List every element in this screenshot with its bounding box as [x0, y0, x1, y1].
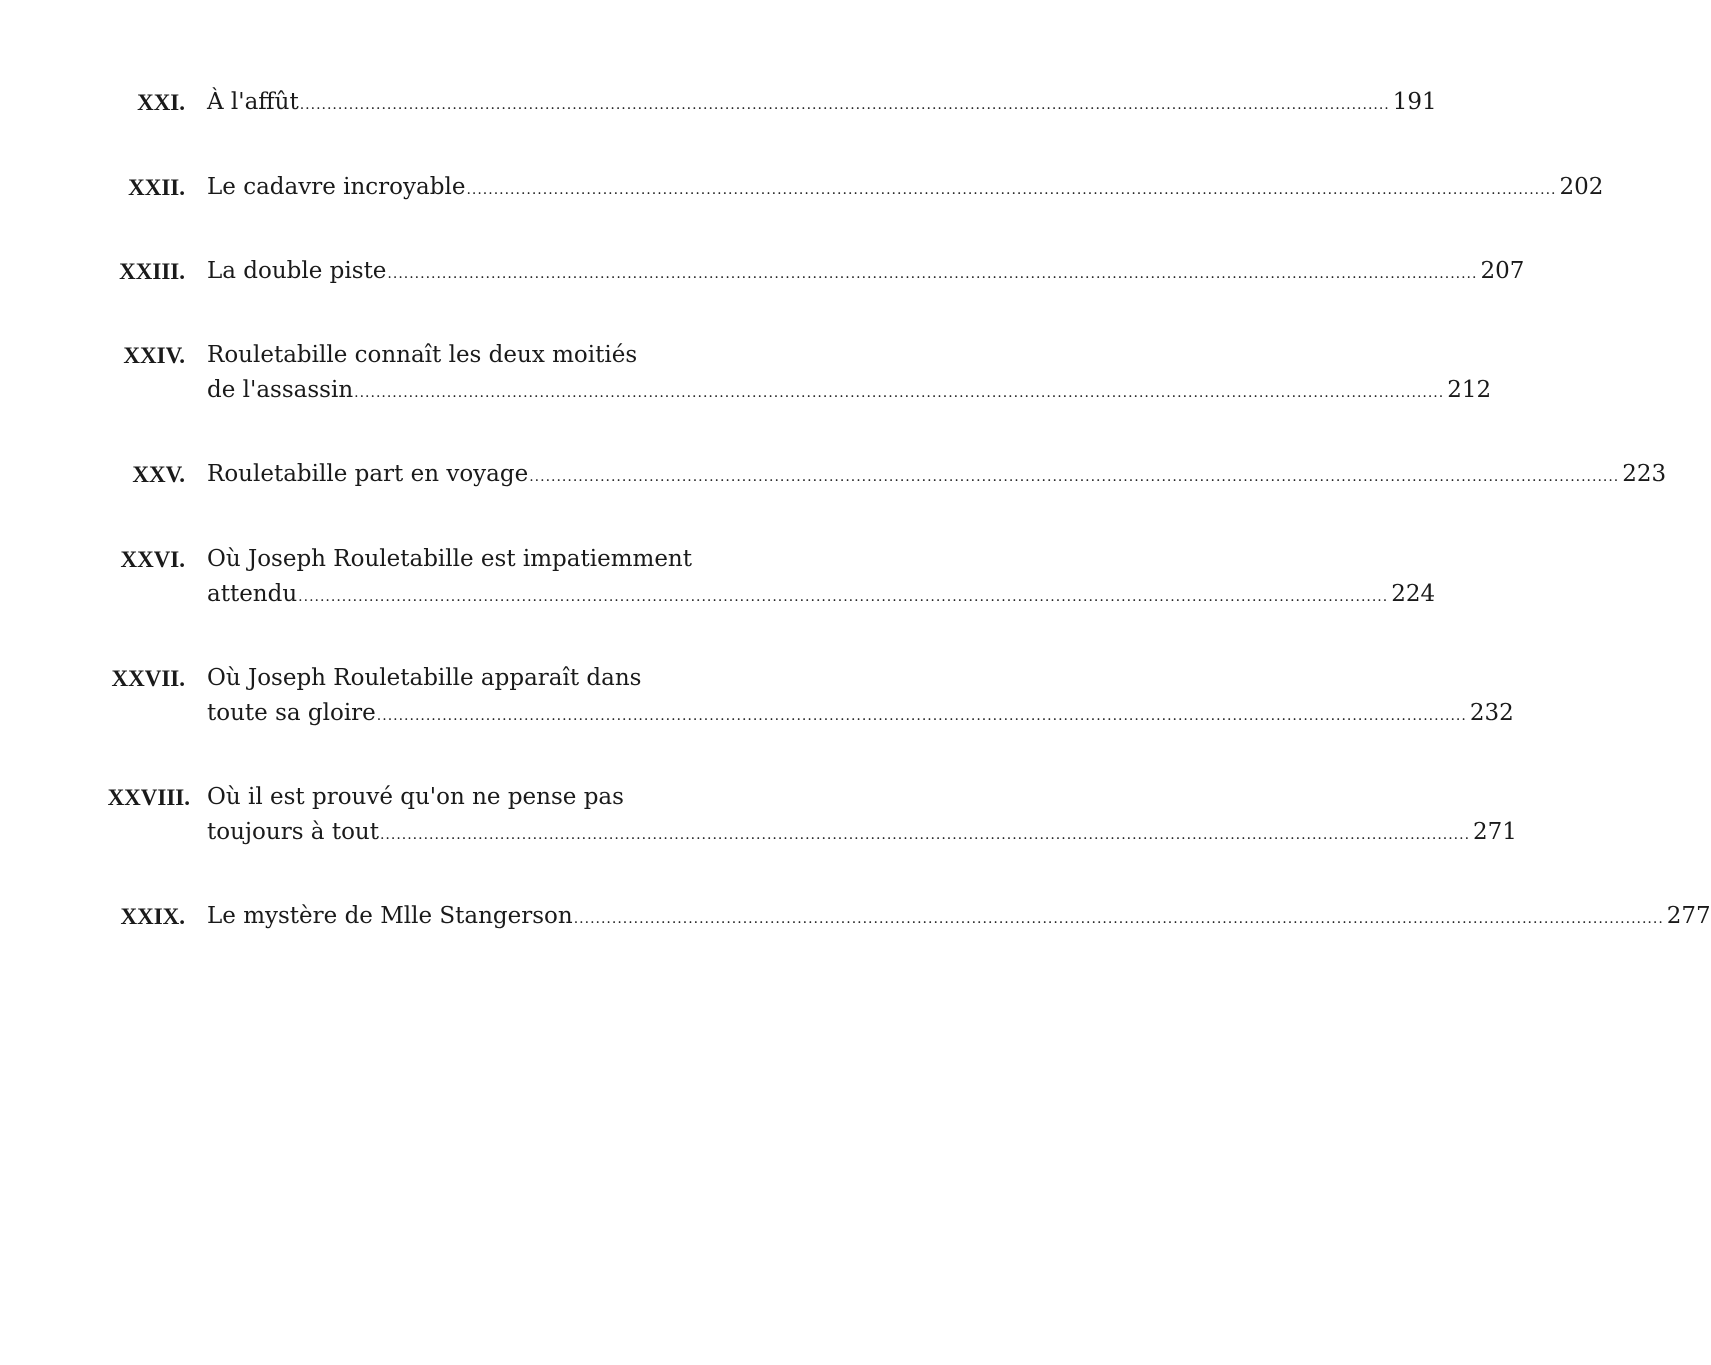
chapter-title: Le cadavre incroyable	[207, 174, 466, 200]
chapter-number: XXI.	[137, 90, 185, 115]
chapter-title: La double piste	[207, 258, 387, 284]
toc-line	[207, 170, 1604, 205]
toc-line	[207, 899, 1711, 934]
dot-leader: ........................................................................................................................................................................................................	[298, 589, 1389, 605]
chapter-number: XXIX.	[120, 904, 185, 929]
page-number: 232	[1469, 700, 1514, 726]
dot-leader: ........................................................................................................................................................................................................	[387, 266, 1478, 282]
toc-line	[207, 696, 1514, 731]
toc-line	[207, 338, 810, 373]
chapter-number: XXVII.	[111, 666, 185, 691]
toc-line	[207, 577, 1436, 612]
chapter-title: Rouletabille part en voyage	[207, 461, 529, 487]
dot-leader: ........................................................................................................................................................................................................	[529, 469, 1620, 485]
toc-line	[207, 457, 1667, 492]
dot-leader: ........................................................................................................................................................................................................	[354, 385, 1445, 401]
toc-line	[207, 254, 1525, 289]
chapter-number: XXV.	[132, 462, 185, 487]
dot-leader: ........................................................................................................................................................................................................	[299, 97, 1390, 113]
chapter-title-continued: attendu	[207, 581, 298, 607]
toc-line	[207, 373, 1492, 408]
dot-leader: ........................................................................................................................................................................................................	[379, 827, 1471, 843]
chapter-title-continued: toute sa gloire	[207, 700, 376, 726]
toc-line	[207, 661, 810, 696]
dot-leader: ........................................................................................................................................................................................................	[573, 911, 1664, 927]
page-number: 271	[1473, 819, 1517, 845]
chapter-title: À l'affût	[207, 89, 299, 115]
chapter-number: XXVI.	[120, 547, 185, 572]
page-number: 207	[1480, 258, 1525, 284]
chapter-title: Où il est prouvé qu'on ne pense pas	[207, 784, 624, 810]
page-number: 223	[1622, 461, 1667, 487]
dot-leader: ........................................................................................................................................................................................................	[466, 182, 1557, 198]
chapter-number: XXVIII.	[107, 785, 190, 810]
chapter-title-continued: de l'assassin	[207, 377, 354, 403]
page-number: 202	[1559, 174, 1604, 200]
chapter-title-continued: toujours à tout	[207, 819, 379, 845]
chapter-number: XXII.	[128, 175, 185, 200]
toc-line	[207, 85, 1437, 120]
chapter-number: XXIV.	[123, 343, 185, 368]
chapter-title: Rouletabille connaît les deux moitiés	[207, 342, 638, 368]
page-number: 191	[1392, 89, 1437, 115]
chapter-number: XXIII.	[119, 259, 185, 284]
chapter-title: Le mystère de Mlle Stangerson	[207, 903, 573, 929]
page-number: 212	[1447, 377, 1492, 403]
toc-line	[207, 542, 810, 577]
dot-leader: ........................................................................................................................................................................................................	[376, 708, 1467, 724]
chapter-title: Où Joseph Rouletabille est impatiemment	[207, 546, 692, 572]
page-number: 277	[1666, 903, 1711, 929]
page-number: 224	[1391, 581, 1436, 607]
chapter-title: Où Joseph Rouletabille apparaît dans	[207, 665, 642, 691]
toc-line	[207, 780, 810, 815]
toc-line	[207, 815, 1517, 850]
